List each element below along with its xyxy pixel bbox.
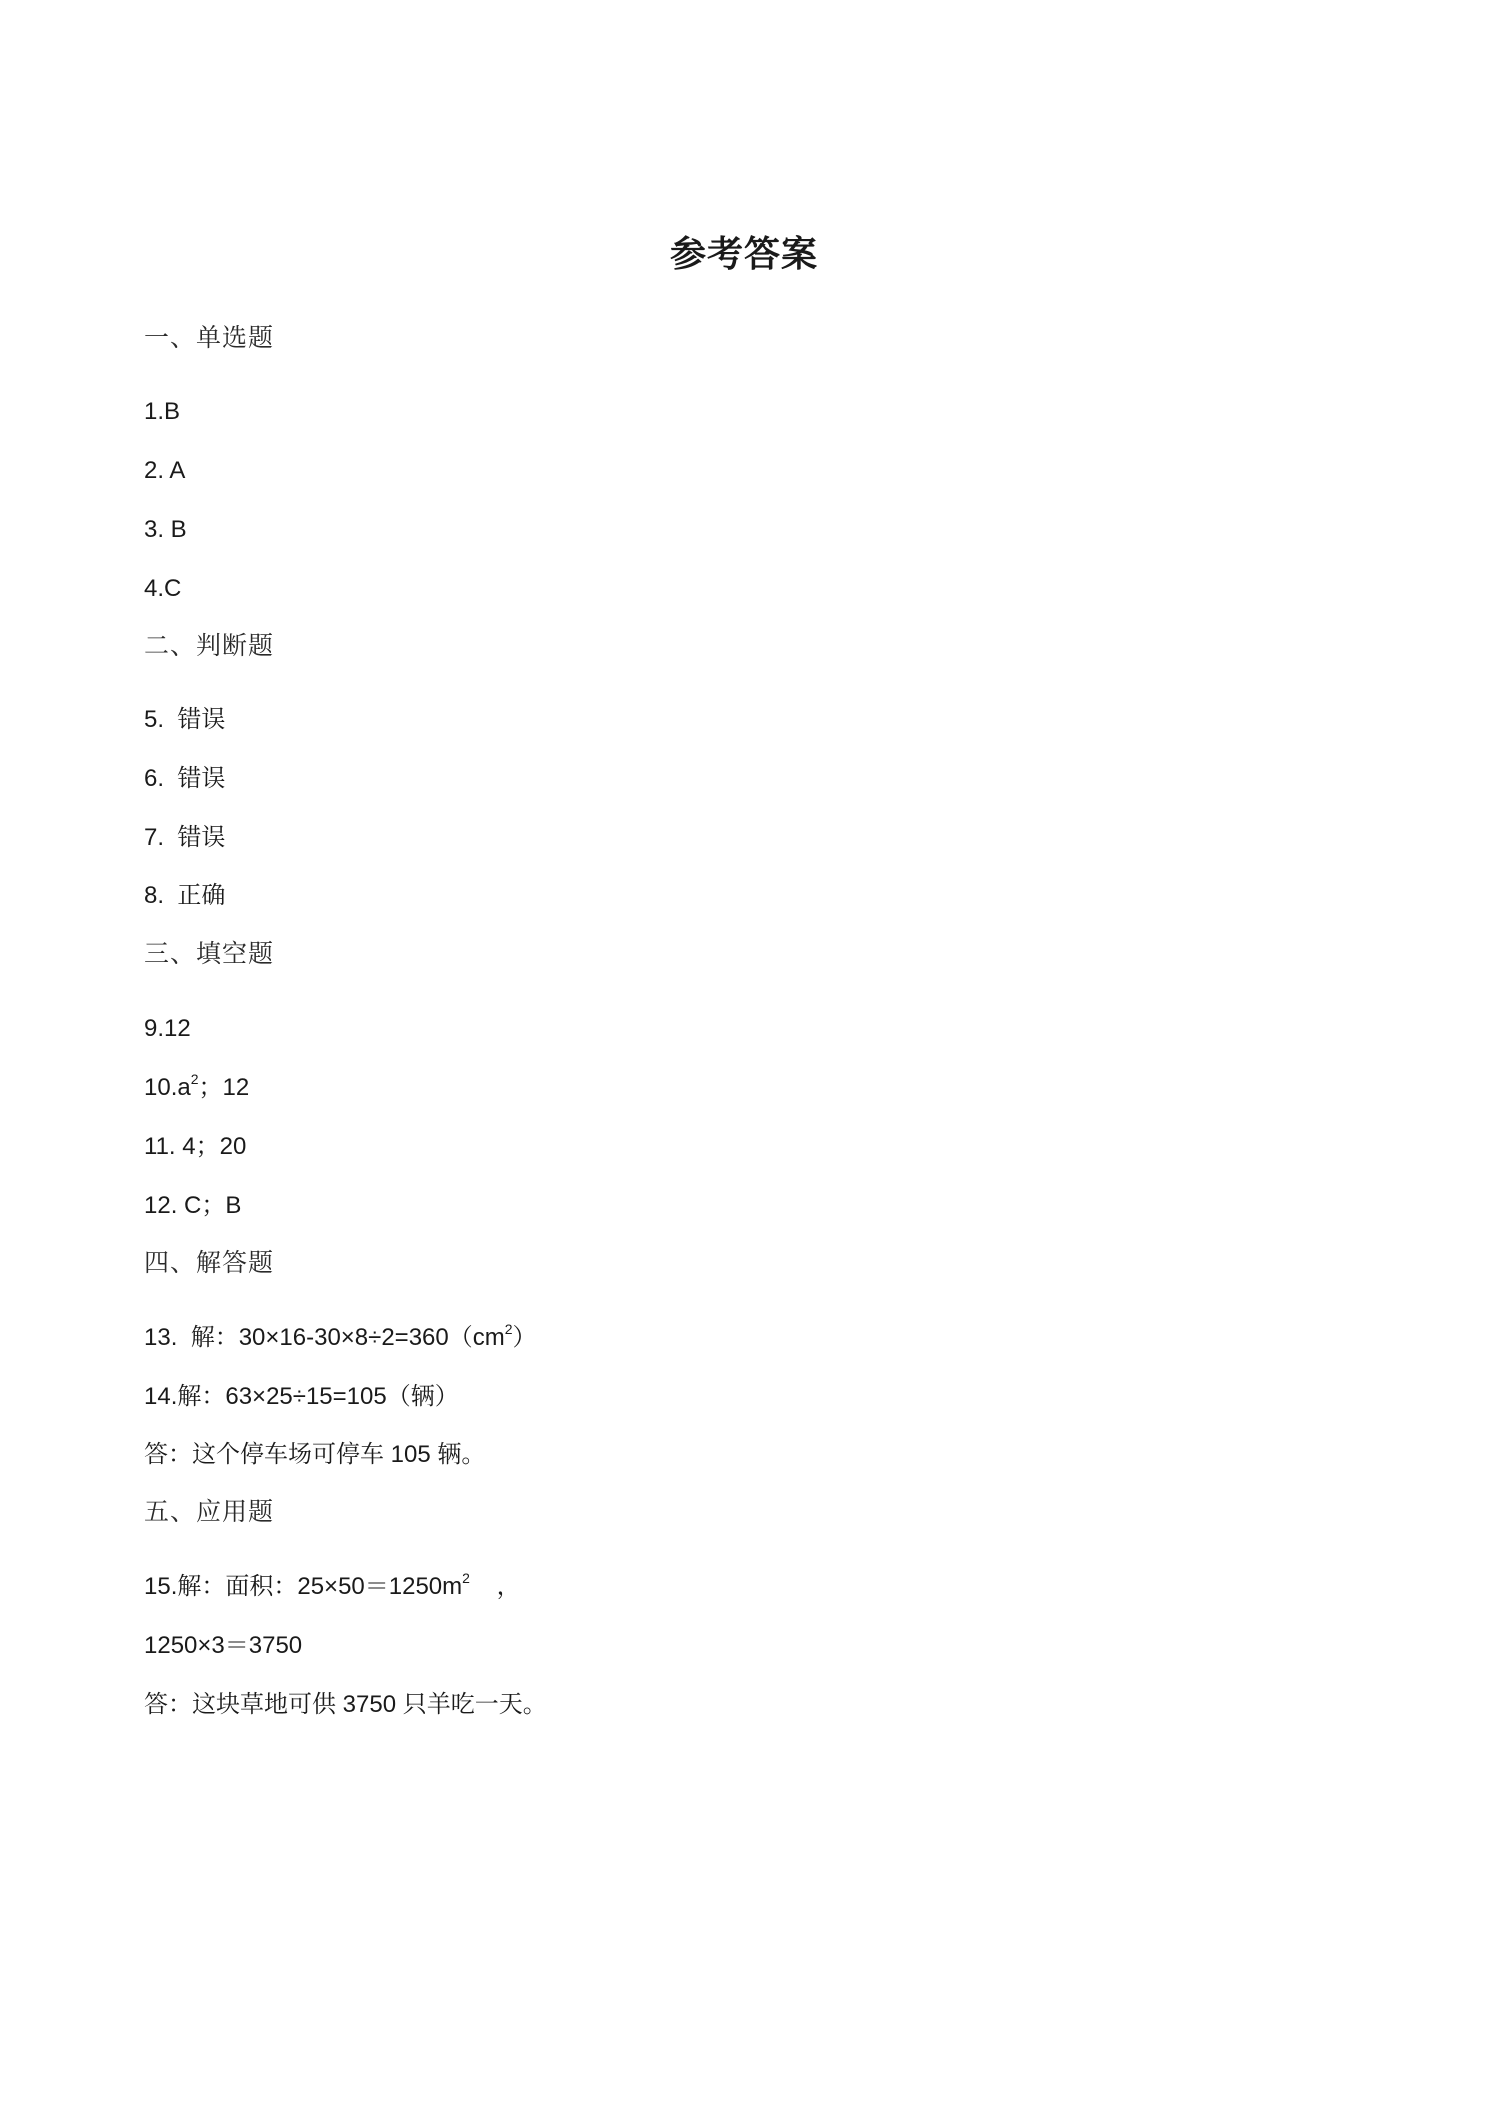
answer-item-9: 9.12 [144,1015,191,1042]
answer-item-15-conclusion: 答：这块草地可供 3750 只羊吃一天。 [144,1691,547,1718]
answer-item-14: 14.解：63×25÷15=105（辆） [144,1383,459,1410]
answer-item-4: 4.C [144,575,182,602]
answer-item-6: 6. 错误 [144,765,226,792]
section-heading-fill-in: 三、填空题 [144,939,275,968]
superscript-2: 2 [462,1570,470,1586]
section-heading-single-choice: 一、单选题 [144,323,275,352]
answer-item-10-tail: ；12 [198,1074,250,1101]
answer-item-13-tail: ） [512,1324,537,1351]
superscript-2: 2 [190,1071,199,1087]
answer-item-2: 2. A [144,457,186,484]
answer-item-15-text: 15.解：面积：25×50＝1250m [144,1573,463,1600]
answer-item-1: 1.B [144,398,181,425]
page-title: 参考答案 [669,234,818,275]
answer-item-3: 3. B [144,516,187,543]
answer-item-15-calculation: 1250×3＝3750 [144,1632,303,1659]
answer-item-12: 12. C；B [144,1192,242,1219]
section-heading-application: 五、应用题 [144,1497,275,1526]
answer-item-10-text: 10.a [144,1074,191,1101]
answer-item-15-tail: ， [469,1573,521,1600]
answer-item-15 [144,1571,521,1603]
section-heading-solve: 四、解答题 [144,1248,275,1277]
superscript-2: 2 [504,1321,513,1337]
answer-item-13 [144,1322,537,1354]
answer-item-10 [144,1072,249,1104]
answer-item-8: 8. 正确 [144,882,226,909]
answer-item-13-text: 13. 解：30×16-30×8÷2=360（cm [144,1324,505,1351]
answer-item-14-conclusion: 答：这个停车场可停车 105 辆。 [144,1441,486,1468]
section-heading-true-false: 二、判断题 [144,631,275,660]
answer-item-5: 5. 错误 [144,706,226,733]
answer-item-11: 11. 4；20 [144,1133,247,1160]
answer-item-7: 7. 错误 [144,824,226,851]
